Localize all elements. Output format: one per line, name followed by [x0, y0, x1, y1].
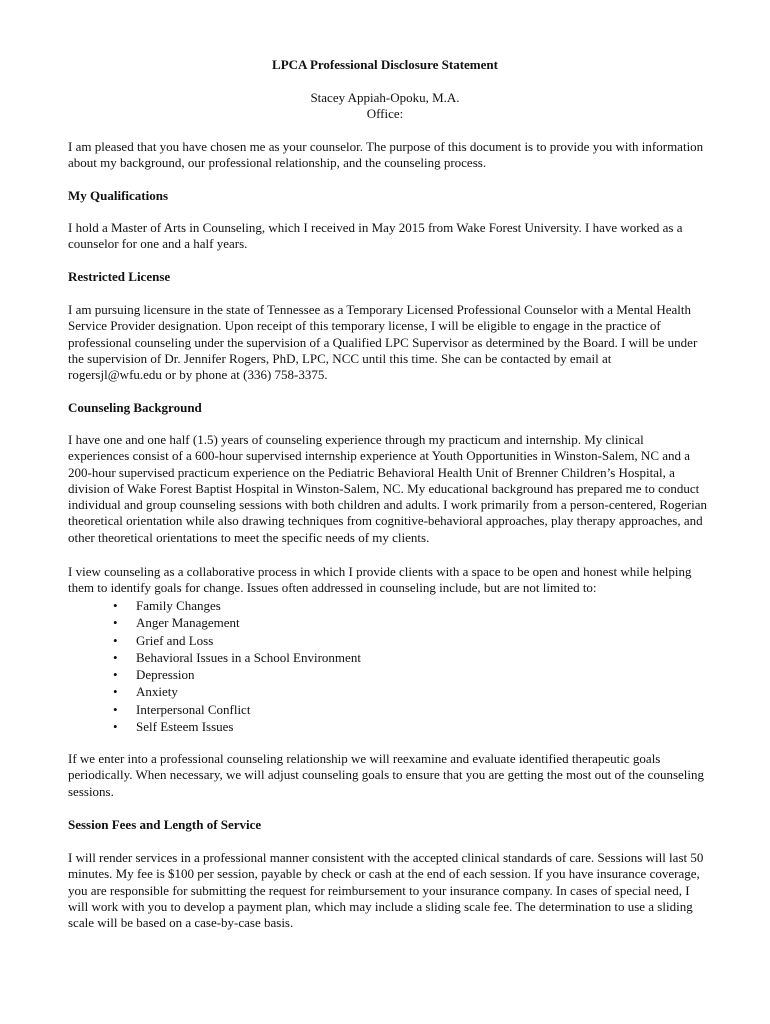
list-item [113, 597, 361, 614]
issue-label: Family Changes [136, 598, 221, 613]
license-paragraph: I am pursuing licensure in the state of Tennessee as a Temporary Licensed Professional Counselor with a Mental Health Service Provider designation. Upon receipt of this temporary license, I will be eligible to engage in the practice of professional counseling under the supervision of a Qualified LPC Supervisor as determined by the Board. I will be under the supervision of Dr. Jennifer Rogers, PhD, LPC, NCC until this time. She can be contacted by email at rogersjl@wfu.edu or by phone at (336) 758-3375. [68, 302, 698, 383]
list-item [113, 614, 361, 631]
document-title: LPCA Professional Disclosure Statement [272, 57, 498, 72]
background-paragraph-1: I have one and one half (1.5) years of counseling experience through my practicum and internship. My clinical experiences consist of a 600-hour supervised internship experience at Youth Opportunities in Winston-Salem, NC and a 200-hour supervised practicum experience on the Pediatric Behavioral Health Unit of Brenner Children’s Hospital, a division of Wake Forest Baptist Hospital in Winston-Salem, NC. My educational background has prepared me to conduct individual and group counseling sessions with both children and adults. I work primarily from a person-centered, Rogerian theoretical orientation while also drawing techniques from cognitive-behavioral approaches, play therapy approaches, and other theoretical orientations to meet the specific needs of my clients. [68, 432, 708, 545]
issue-label: Self Esteem Issues [136, 719, 234, 735]
license-heading: Restricted License [68, 269, 171, 284]
bullet-glyph: • [113, 701, 118, 717]
issue-label: Anxiety [136, 684, 178, 700]
background-heading: Counseling Background [68, 400, 202, 415]
bullet-glyph: • [113, 632, 118, 648]
fees-paragraph: I will render services in a professional manner consistent with the accepted clinical standards of care. Sessions will last 50 minutes. My fee is $100 per session, payable by check or cash at the end of each session. If you have insurance coverage, you are responsible for submitting the request for reimbursement to your insurance company. In cases of special need, I will work with you to develop a payment plan, which may include a sliding scale fee. The determination to use a sliding scale will be based on a case-by-case basis. [68, 850, 704, 931]
qualifications-paragraph: I hold a Master of Arts in Counseling, which I received in May 2015 from Wake Forest University. I have worked as a counselor for one and a half years. [68, 220, 683, 252]
issue-label: Grief and Loss [136, 632, 214, 648]
bullet-glyph: • [113, 598, 118, 613]
list-item [113, 649, 361, 666]
background-paragraph-3: If we enter into a professional counseling relationship we will reexamine and evaluate identified therapeutic goals periodically. When necessary, we will adjust counseling goals to ensure that you are getting the most out of the counseling sessions. [68, 751, 704, 799]
list-item [113, 683, 361, 700]
bullet-glyph: • [113, 649, 118, 665]
list-item [113, 666, 361, 683]
issues-list [113, 597, 361, 735]
bullet-glyph: • [113, 684, 118, 700]
list-item [113, 718, 361, 735]
background-paragraph-2: I view counseling as a collaborative process in which I provide clients with a space to be open and honest while helping them to identify goals for change. Issues often addressed in counseling include, but are not limited to: [68, 564, 692, 596]
fees-heading: Session Fees and Length of Service [68, 817, 262, 832]
issue-label: Behavioral Issues in a School Environment [136, 649, 361, 665]
issue-label: Depression [136, 667, 195, 683]
qualifications-heading: My Qualifications [68, 188, 169, 203]
list-item [113, 701, 361, 718]
bullet-glyph: • [113, 719, 118, 735]
intro-paragraph: I am pleased that you have chosen me as your counselor. The purpose of this document is to provide you with information about my background, our professional relationship, and the counseling process. [68, 139, 704, 171]
office-label: Office: [366, 106, 404, 121]
bullet-glyph: • [113, 615, 118, 631]
issue-label: Anger Management [136, 615, 240, 631]
list-item [113, 632, 361, 649]
bullet-glyph: • [113, 667, 118, 683]
issue-label: Interpersonal Conflict [136, 701, 251, 717]
counselor-name: Stacey Appiah-Opoku, M.A. [310, 90, 460, 105]
